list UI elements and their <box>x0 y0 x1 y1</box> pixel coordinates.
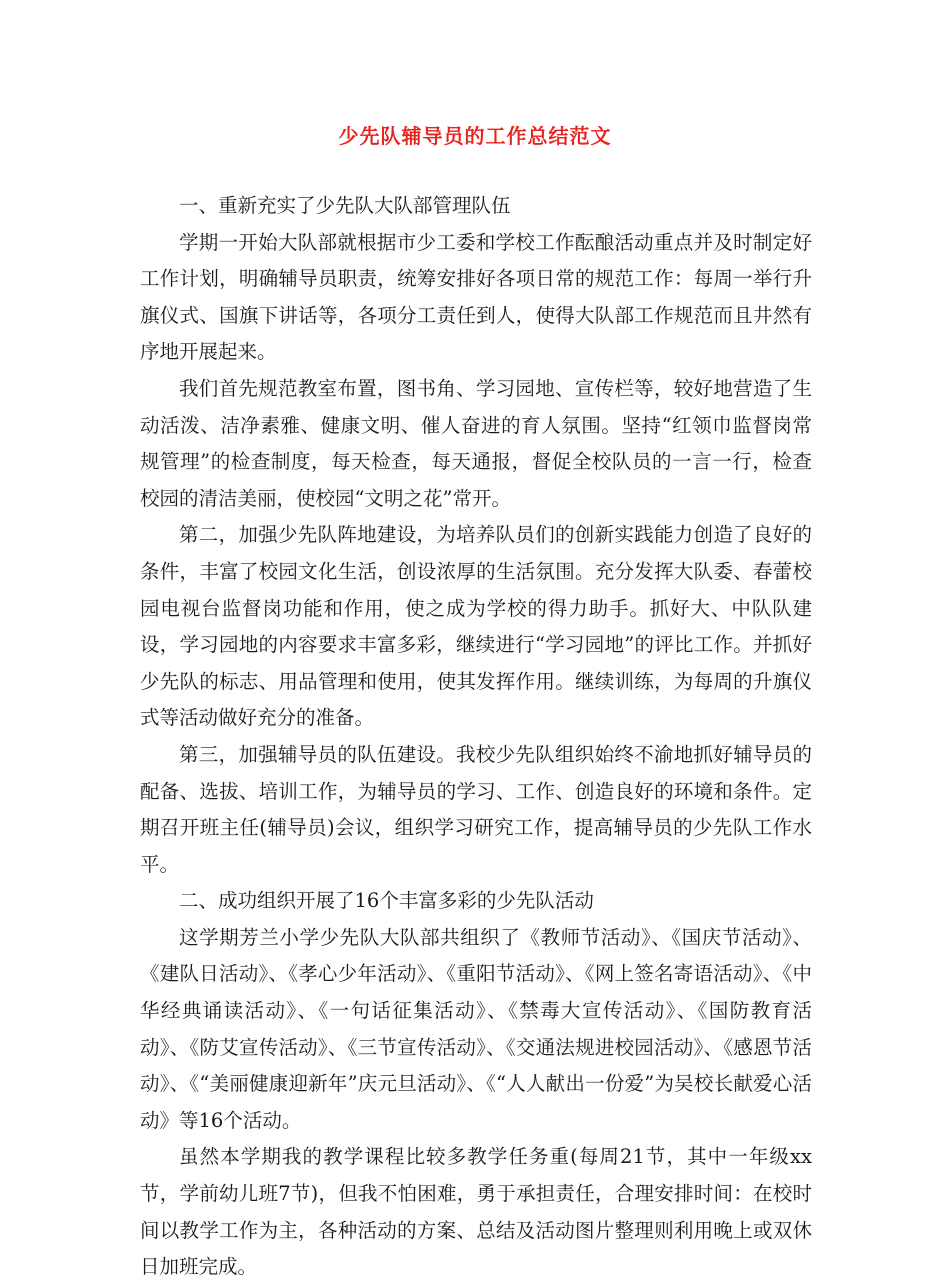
paragraph: 这学期芳兰小学少先队大队部共组织了《教师节活动》、《国庆节活动》、《建队日活动》、《孝心少年活动》、《重阳节活动》、《网上签名寄语活动》、《中华经典诵读活动》、《一句话征集活动》、《禁毒大宣传活动》、《国防教育活动》、《防艾宣传活动》、《三节宣传活动》、《交通法规进校园活动》、《感恩节活动》、《“美丽健康迎新年”庆元旦活动》、《“人人献出一份爱”为吴校长献爱心活动》等16个活动。 <box>140 925 812 1132</box>
paragraph: 学期一开始大队部就根据市少工委和学校工作酝酿活动重点并及时制定好工作计划，明确辅导员职责，统筹安排好各项日常的规范工作：每周一举行升旗仪式、国旗下讲话等，各项分工责任到人，使得大队部工作规范而且井然有序地开展起来。 <box>140 230 812 364</box>
document-body <box>140 188 812 1286</box>
paragraph-section-2-heading: 二、成功组织开展了16个丰富多彩的少先队活动 <box>179 889 594 913</box>
paragraph: 虽然本学期我的教学课程比较多教学任务重(每周21节，其中一年级xx节，学前幼儿班7节)，但我不怕困难，勇于承担责任，合理安排时间：在校时间以教学工作为主，各种活动的方案、总结及活动图片整理则利用晚上或双休日加班完成。 <box>140 1145 812 1279</box>
paragraph: 第三，加强辅导员的队伍建设。我校少先队组织始终不渝地抓好辅导员的配备、选拔、培训工作，为辅导员的学习、工作、创造良好的环境和条件。定期召开班主任(辅导员)会议，组织学习研究工作，提高辅导员的少先队工作水平。 <box>140 742 812 876</box>
paragraph-section-1-heading: 一、重新充实了少先队大队部管理队伍 <box>179 194 511 217</box>
paragraph: 第二，加强少先队阵地建设，为培养队员们的创新实践能力创造了良好的条件，丰富了校园文化生活，创设浓厚的生活氛围。充分发挥大队委、春蕾校园电视台监督岗功能和作用，使之成为学校的得力助手。抓好大、中队队建设，学习园地的内容要求丰富多彩，继续进行“学习园地”的评比工作。并抓好少先队的标志、用品管理和使用，使其发挥作用。继续训练，为每周的升旗仪式等活动做好充分的准备。 <box>140 523 812 730</box>
paragraph: 我们首先规范教室布置，图书角、学习园地、宣传栏等，较好地营造了生动活泼、洁净素雅、健康文明、催人奋进的育人氛围。坚持“红领巾监督岗常规管理”的检查制度，每天检查，每天通报，督促全校队员的一言一行，检查校园的清洁美丽，使校园“文明之花”常开。 <box>140 376 812 510</box>
document-title: 少先队辅导员的工作总结范文 <box>338 124 612 148</box>
